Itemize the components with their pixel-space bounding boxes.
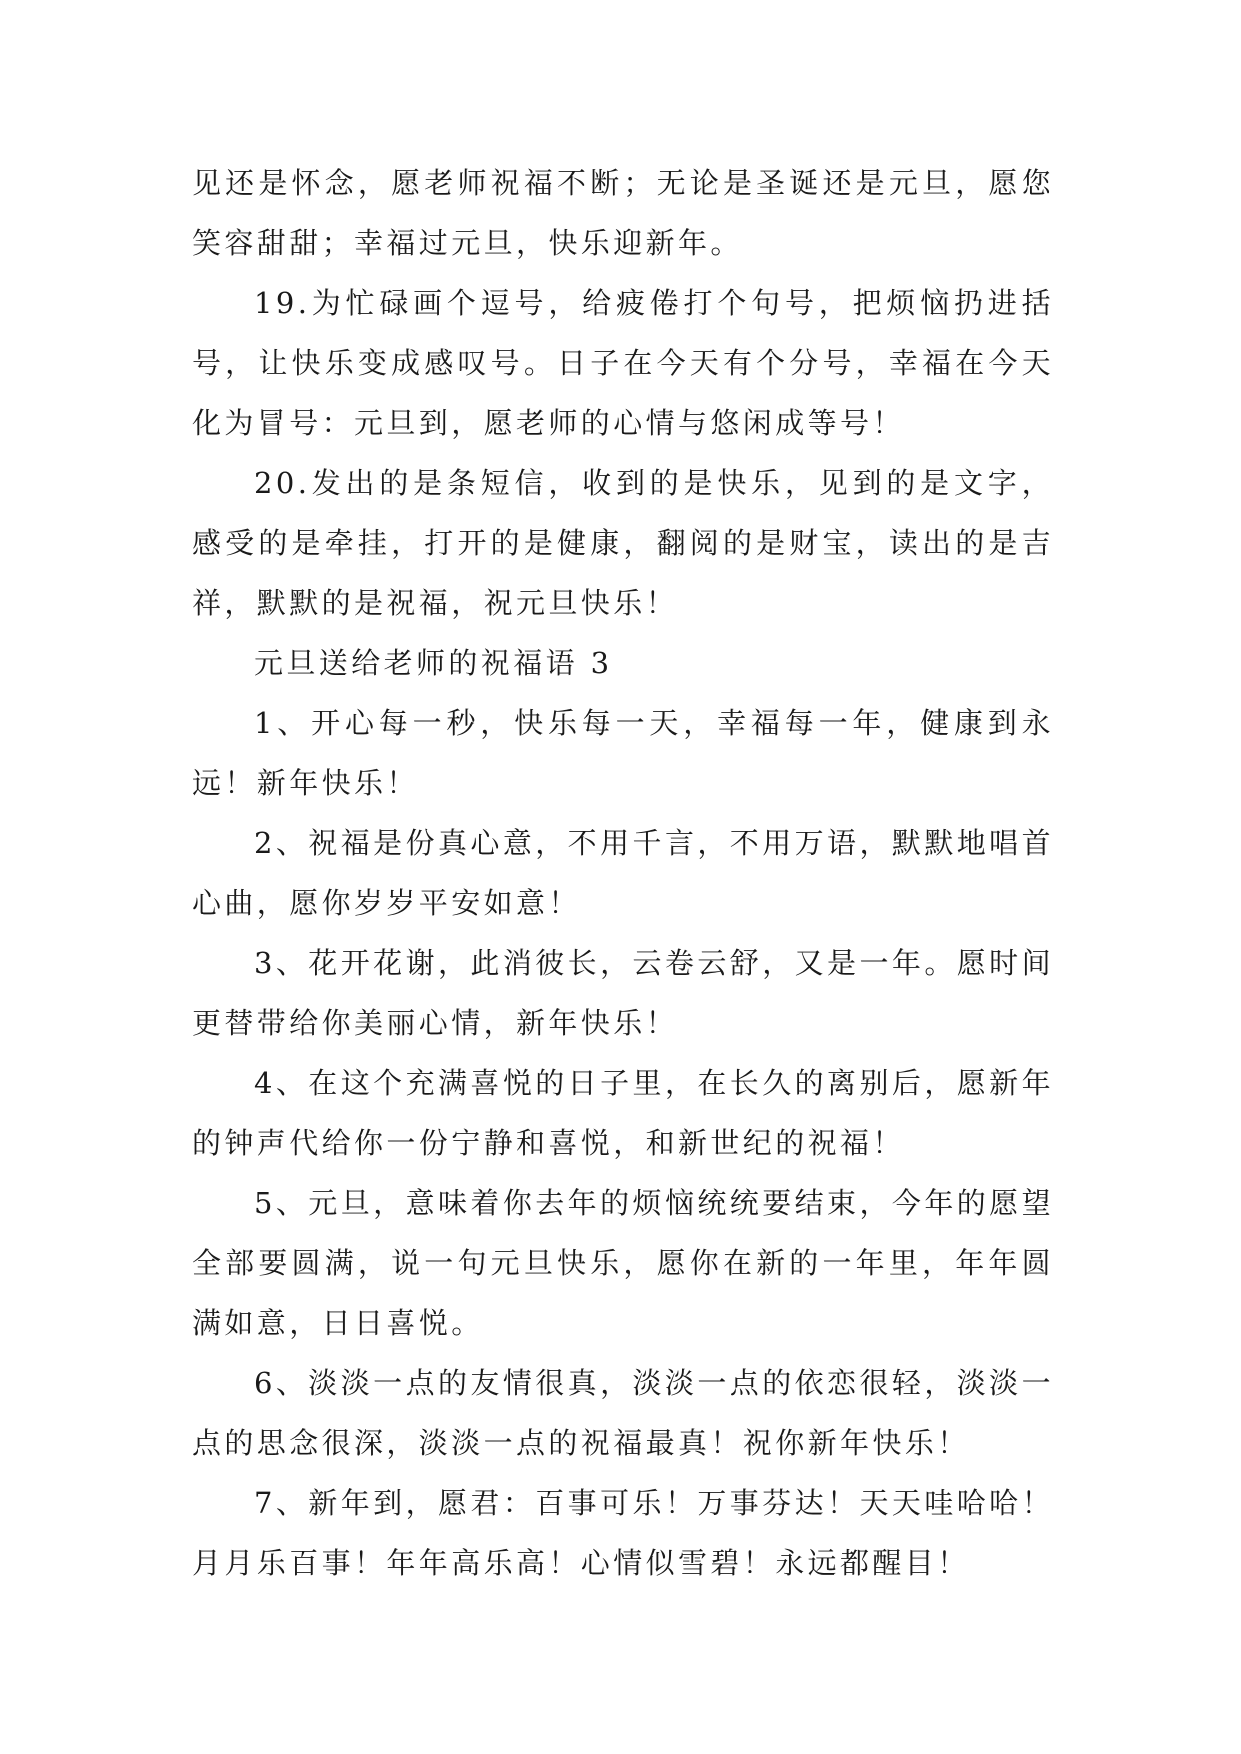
list-item-7: 7、新年到，愿君：百事可乐！万事芬达！天天哇哈哈！月月乐百事！年年高乐高！心情似雪碧！永远都醒目！ <box>192 1486 1054 1580</box>
list-item-1: 1、开心每一秒，快乐每一天，幸福每一年，健康到永远！新年快乐！ <box>192 706 1054 800</box>
document-body <box>192 153 1054 1593</box>
list-item-4: 4、在这个充满喜悦的日子里，在长久的离别后，愿新年的钟声代给你一份宁静和喜悦，和新世纪的祝福！ <box>192 1066 1054 1160</box>
list-item-5: 5、元旦，意味着你去年的烦恼统统要结束，今年的愿望全部要圆满，说一句元旦快乐，愿你在新的一年里，年年圆满如意，日日喜悦。 <box>192 1186 1054 1340</box>
paragraph-continuation: 见还是怀念，愿老师祝福不断；无论是圣诞还是元旦，愿您笑容甜甜；幸福过元旦，快乐迎新年。 <box>192 166 1054 260</box>
paragraph-item-19: 19.为忙碌画个逗号，给疲倦打个句号，把烦恼扔进括号，让快乐变成感叹号。日子在今天有个分号，幸福在今天化为冒号：元旦到，愿老师的心情与悠闲成等号！ <box>192 286 1054 440</box>
paragraph-item-20: 20.发出的是条短信，收到的是快乐，见到的是文字，感受的是牵挂，打开的是健康，翻阅的是财宝，读出的是吉祥，默默的是祝福，祝元旦快乐！ <box>192 466 1054 620</box>
section-title: 元旦送给老师的祝福语 3 <box>254 646 613 680</box>
list-item-3: 3、花开花谢，此消彼长，云卷云舒，又是一年。愿时间更替带给你美丽心情，新年快乐！ <box>192 946 1054 1040</box>
list-item-6: 6、淡淡一点的友情很真，淡淡一点的依恋很轻，淡淡一点的思念很深，淡淡一点的祝福最真！祝你新年快乐！ <box>192 1366 1054 1460</box>
list-item-2: 2、祝福是份真心意，不用千言，不用万语，默默地唱首心曲，愿你岁岁平安如意！ <box>192 826 1054 920</box>
